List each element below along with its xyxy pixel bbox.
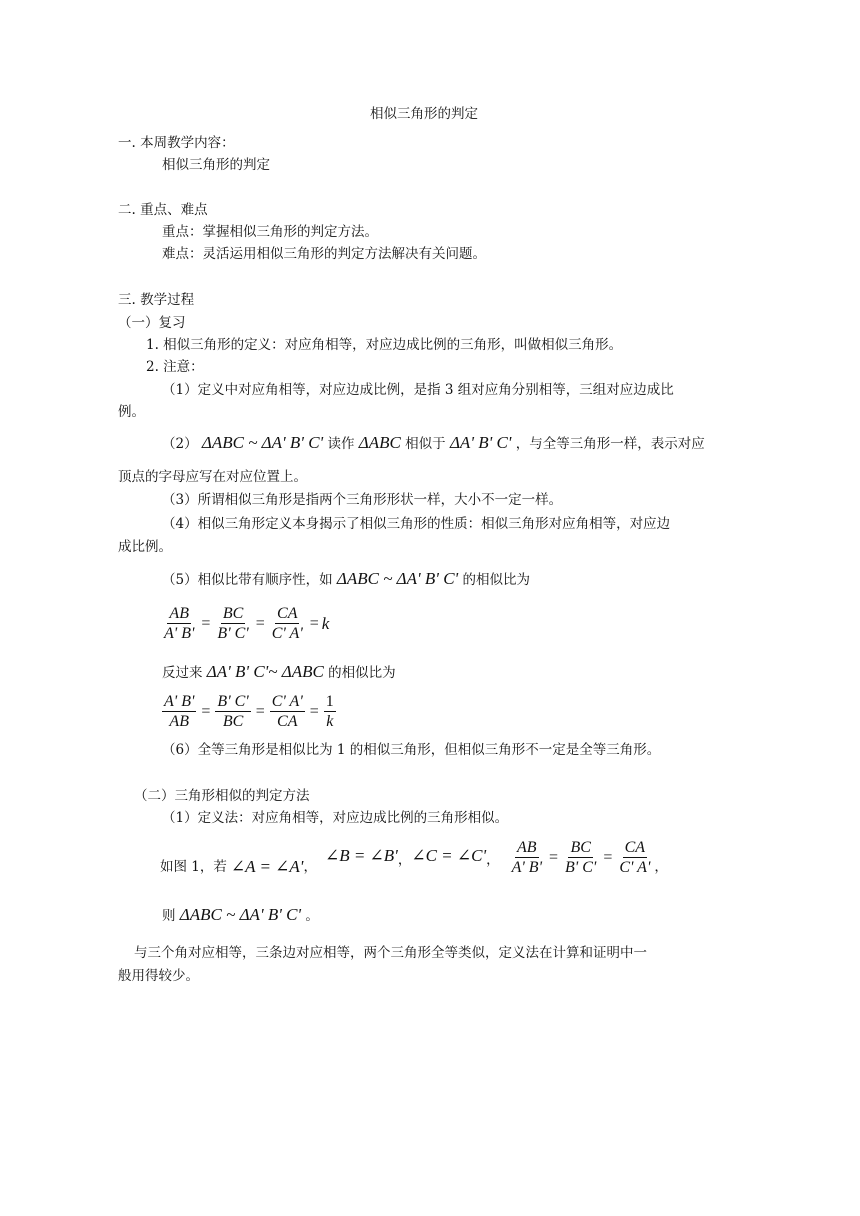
similarity-expression: ΔABC ~ ΔA' B' C' xyxy=(201,433,324,452)
angle-b-equals: ∠B = ∠B' xyxy=(324,846,398,865)
ratio-equation-1 xyxy=(160,604,329,643)
fraction-c1a1-over-ca xyxy=(270,692,305,731)
numerator: BC xyxy=(570,839,591,856)
then-suffix: 。 xyxy=(305,908,319,924)
fraction-bc-over-b1c1 xyxy=(215,604,250,643)
method-1: （1）定义法：对应角相等，对应边成比例的三角形相似。 xyxy=(162,810,509,826)
denominator: AB xyxy=(169,713,189,730)
section-1-heading: 一. 本周教学内容： xyxy=(118,135,235,151)
separator: ， xyxy=(303,859,317,875)
equals-sign: = xyxy=(309,614,319,632)
ratio-equation-2 xyxy=(160,692,338,731)
note-4-line-2: 成比例。 xyxy=(118,539,172,555)
note-5-line xyxy=(162,569,530,590)
denominator: BC xyxy=(222,713,244,730)
angle-a-equals: ∠A = ∠A' xyxy=(230,857,304,876)
numerator: CA xyxy=(277,605,298,622)
methods-heading: （二）三角形相似的判定方法 xyxy=(134,788,310,804)
triangle-abc: ΔABC xyxy=(358,433,401,452)
note-2-text-1: 读作 xyxy=(327,436,355,452)
method-1-conditions xyxy=(160,838,668,877)
figure-prefix: 如图 1，若 xyxy=(160,859,227,875)
denominator: B' C' xyxy=(565,859,597,876)
equals-sign: = xyxy=(549,848,559,866)
triangle-a-prime: ΔA' B' C' xyxy=(449,433,512,452)
numerator: CA xyxy=(624,839,646,856)
note-6: （6）全等三角形是相似比为 1 的相似三角形，但相似三角形不一定是全等三角形。 xyxy=(162,742,661,758)
numerator: A' B' xyxy=(164,693,195,710)
ratio-k: k xyxy=(321,613,330,633)
section-2-heading: 二. 重点、难点 xyxy=(118,202,208,218)
fraction-a1b1-over-ab xyxy=(162,692,196,731)
note-1-line-1: （1）定义中对应角相等，对应边成比例，是指 3 组对应角分别相等，三组对应边成比 xyxy=(162,382,674,398)
method-1-conclusion xyxy=(162,905,319,926)
note-2-line-1 xyxy=(162,433,705,454)
equals-sign: = xyxy=(201,614,211,632)
fraction-ca-over-c1a1 xyxy=(270,604,305,643)
fraction-ca-over-c1a1 xyxy=(617,838,652,877)
denominator: k xyxy=(326,713,334,730)
method-1-note-line-1: 与三个角对应相等，三条边对应相等，两个三角形全等类似，定义法在计算和证明中一 xyxy=(134,945,647,961)
note-1-line-2: 例。 xyxy=(118,404,145,420)
denominator: B' C' xyxy=(217,625,249,642)
definition-item: 1. 相似三角形的定义：对应角相等，对应边成比例的三角形，叫做相似三角形。 xyxy=(146,337,623,353)
note-2-prefix: （2） xyxy=(162,436,198,452)
note-4-line-1: （4）相似三角形定义本身揭示了相似三角形的性质：相似三角形对应角相等，对应边 xyxy=(162,516,671,532)
numerator: B' C' xyxy=(217,693,249,710)
section-1-content: 相似三角形的判定 xyxy=(162,157,270,173)
fraction-ab-over-a1b1 xyxy=(162,604,196,643)
angle-c-equals: ∠C = ∠C' xyxy=(411,846,487,865)
note-5-expression: ΔABC ~ ΔA' B' C' xyxy=(336,569,459,588)
equals-sign: = xyxy=(201,702,211,720)
note-5-suffix: 的相似比为 xyxy=(462,572,530,588)
equals-sign: = xyxy=(309,702,319,720)
note-2-text-2: 相似于 xyxy=(405,436,446,452)
notes-item: 2. 注意： xyxy=(146,359,204,375)
numerator: BC xyxy=(222,605,244,622)
method-1-note-line-2: 般用得较少。 xyxy=(118,968,199,984)
fraction-ab-over-a1b1 xyxy=(510,838,544,877)
equals-sign: = xyxy=(255,702,265,720)
then-prefix: 则 xyxy=(162,908,176,924)
numerator: AB xyxy=(169,605,189,622)
page-title: 相似三角形的判定 xyxy=(370,106,478,122)
equals-sign: = xyxy=(255,614,265,632)
numerator: C' A' xyxy=(271,693,303,710)
reverse-suffix: 的相似比为 xyxy=(328,665,396,681)
equals-sign: = xyxy=(603,848,613,866)
section-3-heading: 三. 教学过程 xyxy=(118,292,195,308)
fraction-b1c1-over-bc xyxy=(215,692,250,731)
denominator: CA xyxy=(277,713,298,730)
reverse-expression: ΔA' B' C'~ ΔABC xyxy=(206,662,324,681)
difficult-point: 难点：灵活运用相似三角形的判定方法解决有关问题。 xyxy=(162,246,486,262)
separator: ， xyxy=(397,852,412,868)
fraction-bc-over-b1c1 xyxy=(563,838,598,877)
fraction-one-over-k xyxy=(324,692,336,731)
note-2-line-2: 顶点的字母应写在对应位置上。 xyxy=(118,469,307,485)
review-heading: （一）复习 xyxy=(118,315,186,331)
numerator: 1 xyxy=(325,693,334,710)
denominator: C' A' xyxy=(619,859,651,876)
note-2-text-3: ，与全等三角形一样，表示对应 xyxy=(515,436,705,452)
note-3: （3）所谓相似三角形是指两个三角形形状一样，大小不一定一样。 xyxy=(162,492,563,508)
note-5-prefix: （5）相似比带有顺序性，如 xyxy=(162,572,333,588)
key-point: 重点：掌握相似三角形的判定方法。 xyxy=(162,224,378,240)
denominator: A' B' xyxy=(164,625,195,642)
reverse-prefix: 反过来 xyxy=(162,665,203,681)
numerator: AB xyxy=(517,839,537,856)
conclusion-expression: ΔABC ~ ΔA' B' C' xyxy=(179,905,302,924)
separator: ， xyxy=(486,852,500,868)
end-comma: ， xyxy=(654,859,668,875)
denominator: C' A' xyxy=(271,625,303,642)
reverse-ratio-line xyxy=(162,662,396,683)
denominator: A' B' xyxy=(511,859,542,876)
